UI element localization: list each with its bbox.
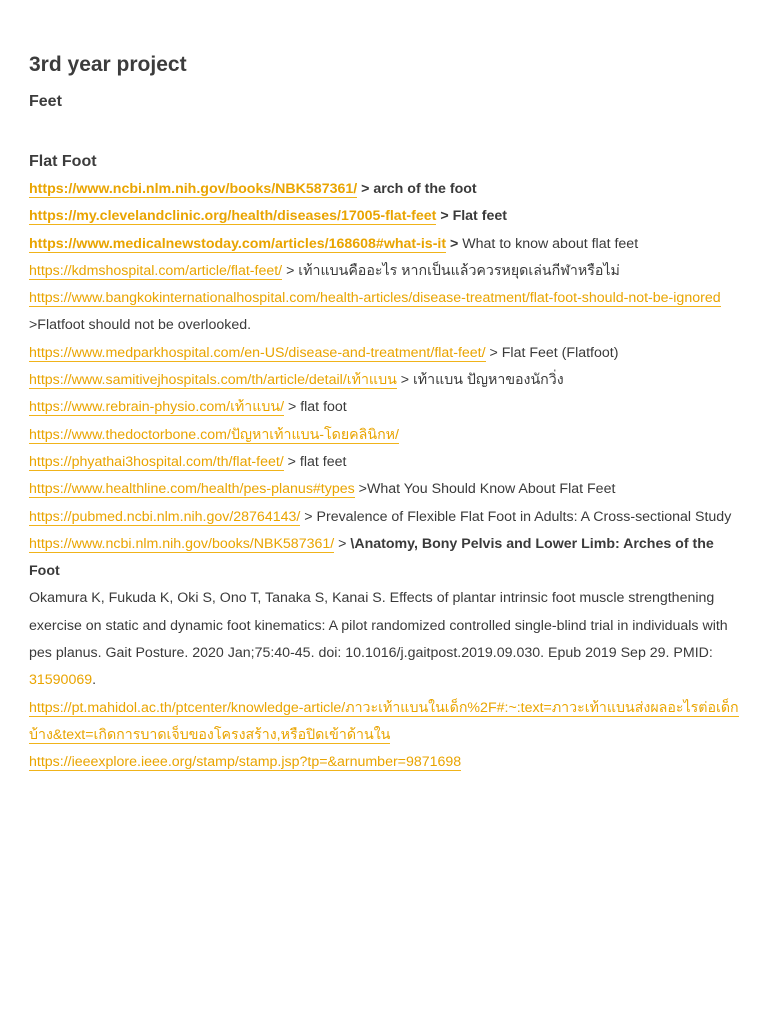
reference-item	[29, 176, 740, 203]
reference-link[interactable]: https://pt.mahidol.ac.th/ptcenter/knowledge-article/ภาวะเท้าแบนในเด็ก%2F#:~:text=ภาวะเท้าแบนส่งผลอะไรต่อเด็กบ้าง&text=เกิดการบาดเจ็บของโครงสร้าง,หรือปิดเข้าด้านใน	[29, 699, 739, 743]
reference-separator: >	[29, 317, 38, 334]
reference-link[interactable]: https://ieeexplore.ieee.org/stamp/stamp.jsp?tp=&arnumber=9871698	[29, 754, 462, 771]
reference-description: Flatfoot should not be overlooked.	[37, 317, 252, 334]
reference-description: Prevalence of Flexible Flat Foot in Adults: A Cross-sectional Study	[316, 508, 732, 525]
reference-description: flat feet	[299, 453, 347, 470]
reference-item	[29, 422, 740, 449]
reference-item	[29, 340, 740, 367]
pmid-link[interactable]: 31590069	[29, 672, 93, 689]
reference-item	[29, 449, 740, 476]
reference-item	[29, 367, 740, 394]
reference-item	[29, 285, 740, 340]
reference-link[interactable]: https://pubmed.ncbi.nlm.nih.gov/28764143/	[29, 508, 301, 525]
reference-link[interactable]: https://www.thedoctorbone.com/ปัญหาเท้าแบน-โดยคลินิกห/	[29, 426, 399, 443]
reference-separator: >	[446, 235, 463, 252]
reference-link[interactable]: https://www.ncbi.nlm.nih.gov/books/NBK587361/	[29, 535, 335, 552]
reference-description: \Anatomy, Bony Pelvis and Lower Limb: Arches of the Foot	[29, 535, 714, 580]
reference-link[interactable]: https://www.bangkokinternationalhospital.com/health-articles/disease-treatment/flat-foot-should-not-be-ignored	[29, 290, 721, 307]
document-subtitle: Feet	[29, 93, 62, 110]
reference-list	[29, 176, 740, 777]
reference-link[interactable]: https://www.medparkhospital.com/en-US/disease-and-treatment/flat-feet/	[29, 344, 486, 361]
reference-description: เท้าแบนคืออะไร หากเป็นแล้วควรหยุดเล่นกีฬาหรือไม่	[298, 262, 620, 279]
reference-separator: >	[357, 181, 374, 197]
reference-separator: >	[284, 399, 301, 416]
reference-description: arch of the foot	[373, 181, 477, 197]
reference-link[interactable]: https://www.ncbi.nlm.nih.gov/books/NBK587361/	[29, 181, 358, 197]
reference-link[interactable]: https://www.medicalnewstoday.com/articles/168608#what-is-it	[29, 235, 447, 252]
reference-link[interactable]: https://www.healthline.com/health/pes-planus#types	[29, 481, 355, 498]
document-title: 3rd year project	[29, 53, 187, 76]
reference-description: What You Should Know About Flat Feet	[366, 481, 616, 498]
reference-description: What to know about flat feet	[462, 235, 639, 252]
reference-link[interactable]: https://phyathai3hospital.com/th/flat-feet/	[29, 453, 284, 470]
citation	[29, 585, 740, 694]
reference-description: flat foot	[300, 399, 347, 416]
reference-description: เท้าแบน ปัญหาของนักวิ่ง	[412, 372, 564, 389]
reference-item	[29, 749, 740, 776]
reference-separator: >	[283, 453, 300, 470]
reference-separator: >	[282, 262, 299, 279]
section-heading: Flat Foot	[29, 153, 97, 170]
reference-separator: >	[334, 535, 351, 552]
reference-link[interactable]: https://www.rebrain-physio.com/เท้าแบน/	[29, 399, 285, 416]
reference-item	[29, 203, 740, 230]
reference-separator: >	[396, 372, 413, 389]
reference-item	[29, 258, 740, 285]
reference-separator: >	[436, 208, 453, 225]
reference-link[interactable]: https://my.clevelandclinic.org/health/diseases/17005-flat-feet	[29, 208, 437, 225]
citation-end: .	[92, 672, 97, 689]
reference-separator: >	[354, 481, 367, 498]
reference-item	[29, 504, 740, 531]
reference-item	[29, 695, 740, 750]
reference-separator: >	[300, 508, 317, 525]
citation-text: Okamura K, Fukuda K, Oki S, Ono T, Tanaka S, Kanai S. Effects of plantar intrinsic foot muscle strengthening exercise on static and dynamic foot kinematics: A pilot randomized controlled single-blind trial in individuals with pes planus. Gait Posture. 2020 Jan;75:40-45. doi: 10.1016/j.gaitpost.2019.09.030. Epub 2019 Sep 29. PMID:	[29, 590, 728, 662]
reference-separator: >	[485, 344, 502, 361]
reference-description: Flat Feet (Flatfoot)	[501, 344, 619, 361]
reference-item	[29, 531, 740, 586]
reference-item	[29, 476, 740, 503]
reference-item	[29, 231, 740, 258]
reference-link[interactable]: https://www.samitivejhospitals.com/th/article/detail/เท้าแบน	[29, 372, 397, 389]
reference-item	[29, 394, 740, 421]
reference-description: Flat feet	[452, 208, 507, 225]
reference-link[interactable]: https://kdmshospital.com/article/flat-feet/	[29, 262, 283, 279]
